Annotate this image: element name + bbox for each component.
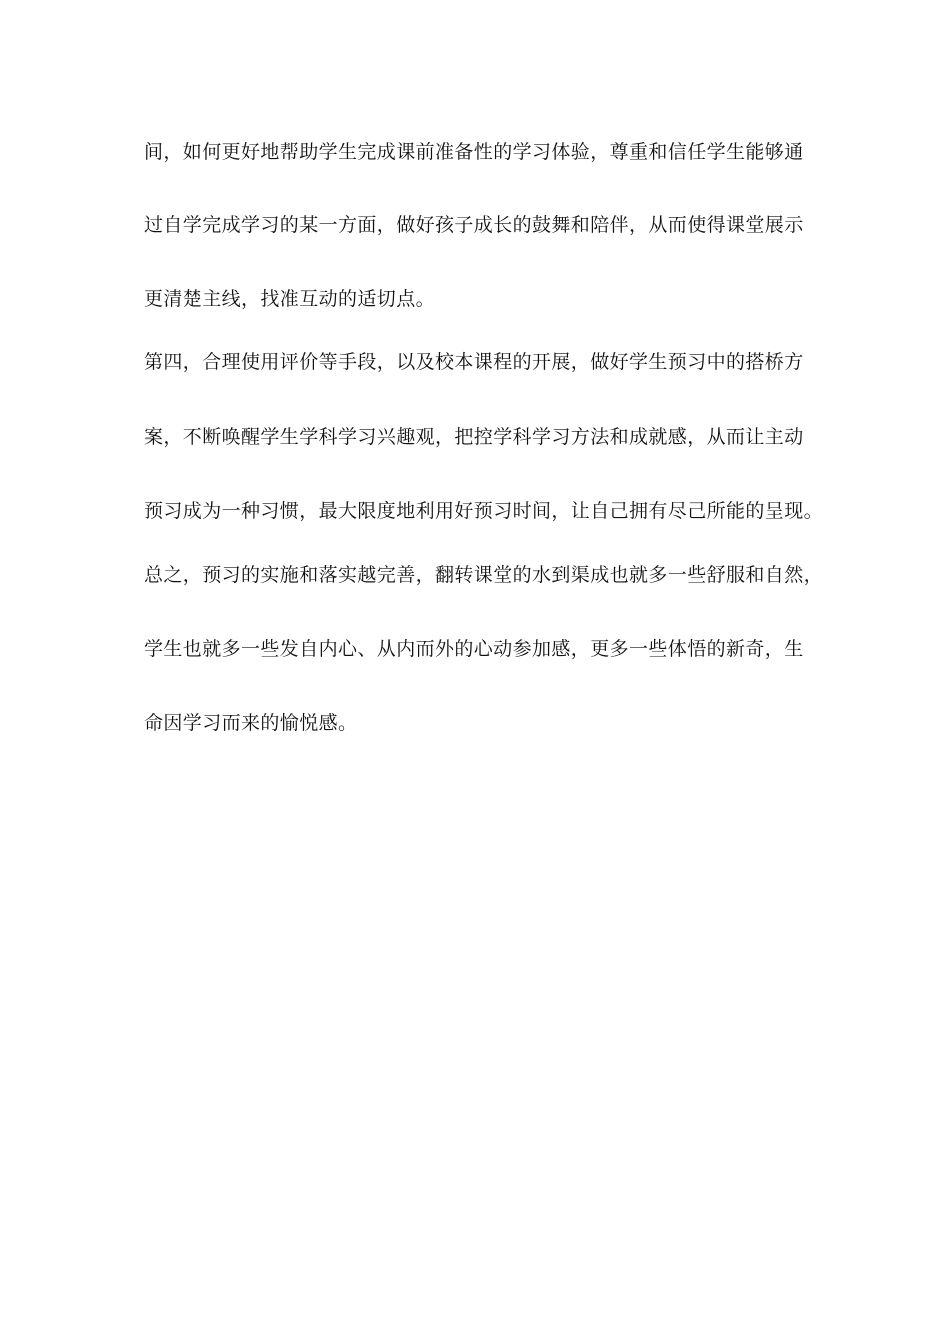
paragraph-line: 第四，合理使用评价等手段，以及校本课程的开展，做好学生预习中的搭桥方 <box>144 351 804 373</box>
paragraph-line: 间，如何更好地帮助学生完成课前准备性的学习体验，尊重和信任学生能够通 <box>144 141 804 163</box>
paragraph-line: 过自学完成学习的某一方面，做好孩子成长的鼓舞和陪伴，从而使得课堂展示 <box>144 214 804 236</box>
paragraph-line: 总之，预习的实施和落实越完善，翻转课堂的水到渠成也就多一些舒服和自然， <box>144 564 824 586</box>
paragraph-line: 预习成为一种习惯，最大限度地利用好预习时间，让自己拥有尽己所能的呈现。 <box>144 500 824 522</box>
paragraph-line: 学生也就多一些发自内心、从内而外的心动参加感，更多一些体悟的新奇，生 <box>144 638 804 660</box>
paragraph-line: 案，不断唤醒学生学科学习兴趣观，把控学科学习方法和成就感，从而让主动 <box>144 426 804 448</box>
paragraph-line: 命因学习而来的愉悦感。 <box>144 712 358 734</box>
paragraph-line: 更清楚主线，找准互动的适切点。 <box>144 288 436 310</box>
